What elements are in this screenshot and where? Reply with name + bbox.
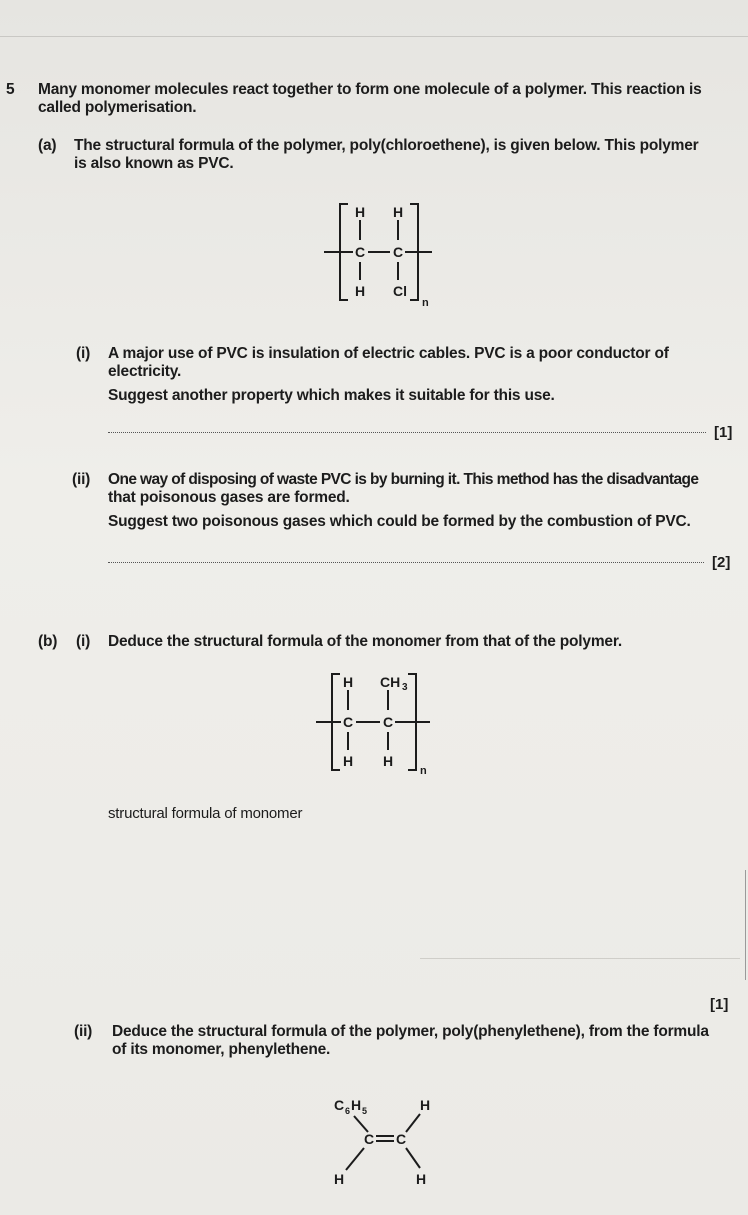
part-b-i-marks: [1] — [710, 996, 729, 1013]
part-a-ii-text-line-2: that poisonous gases are formed. — [108, 489, 350, 506]
part-b-ii-text-line-1: Deduce the structural formula of the polymer, poly(phenylethene), from the formula — [112, 1023, 709, 1040]
part-a-i-label: (i) — [76, 345, 91, 362]
part-a-ii-label: (ii) — [72, 471, 91, 488]
part-a-i-marks: [1] — [714, 424, 733, 441]
pvc-center-left-atom: C — [354, 244, 366, 260]
intro-line-2: called polymerisation. — [38, 99, 197, 116]
top-edge-line — [0, 36, 748, 37]
part-a-i-text-line-1: A major use of PVC is insulation of electric cables. PVC is a poor conductor of — [108, 345, 669, 362]
b-i-top-left-atom: H — [342, 674, 354, 690]
c6h5-sub-6: 6 — [345, 1106, 351, 1116]
b-i-center-left-atom: C — [342, 714, 354, 730]
polymer-b-i-structural-formula — [296, 662, 446, 782]
pvc-repeat-subscript: n — [422, 297, 429, 309]
part-a-ii-marks: [2] — [712, 554, 731, 571]
part-a-ii-text-line-3: Suggest two poisonous gases which could be formed by the combustion of PVC. — [108, 513, 691, 530]
b-i-center-right-atom: C — [382, 714, 394, 730]
c6h5-hydrogen: H — [351, 1097, 362, 1113]
question-number: 5 — [6, 81, 15, 98]
b-i-top-right-group: CH — [380, 674, 401, 690]
c6h5-carbon: C — [334, 1097, 345, 1113]
part-b-ii-label: (ii) — [74, 1023, 93, 1040]
b-i-top-right-subscript: 3 — [402, 682, 408, 693]
part-a-text-line-1: The structural formula of the polymer, poly(chloroethene), is given below. This polymer — [74, 137, 699, 154]
part-a-i-text-line-2: electricity. — [108, 363, 182, 380]
part-b-i-text: Deduce the structural formula of the monomer from that of the polymer. — [108, 633, 622, 650]
part-a-text-line-2: is also known as PVC. — [74, 155, 234, 172]
part-a-i-text-line-3: Suggest another property which makes it suitable for this use. — [108, 387, 555, 404]
part-a-ii-text-line-1: One way of disposing of waste PVC is by burning it. This method has the disadvantage — [108, 471, 699, 488]
b-i-bottom-left-atom: H — [342, 753, 354, 769]
part-a-i-answer-line[interactable] — [108, 432, 706, 433]
phenylethene-structural-formula — [320, 1090, 460, 1190]
phenylethene-center-left-atom: C — [364, 1131, 375, 1147]
pvc-top-left-atom: H — [354, 204, 366, 220]
part-a-label: (a) — [38, 137, 57, 154]
pvc-center-right-atom: C — [392, 244, 404, 260]
faint-rule — [420, 958, 740, 959]
part-b-ii-text-line-2: of its monomer, phenylethene. — [112, 1041, 331, 1058]
phenylethene-bottom-right-atom: H — [416, 1171, 427, 1187]
phenylethene-bottom-left-atom: H — [334, 1171, 345, 1187]
b-i-bottom-right-atom: H — [382, 753, 394, 769]
part-b-label: (b) — [38, 633, 58, 650]
phenylethene-top-right-atom: H — [420, 1097, 431, 1113]
b-i-repeat-subscript: n — [420, 765, 427, 777]
pvc-bottom-left-atom: H — [354, 283, 366, 299]
c6h5-sub-5: 5 — [362, 1106, 368, 1116]
part-b-i-label: (i) — [76, 633, 91, 650]
intro-line-1: Many monomer molecules react together to form one molecule of a polymer. This reaction is — [38, 81, 702, 98]
monomer-answer-area[interactable] — [108, 830, 698, 990]
part-a-ii-answer-line[interactable] — [108, 562, 704, 563]
pvc-structural-formula — [300, 192, 440, 312]
paper-right-edge — [745, 870, 746, 980]
monomer-answer-label: structural formula of monomer — [108, 805, 303, 822]
pvc-bottom-right-atom: Cl — [393, 283, 407, 299]
pvc-top-right-atom: H — [392, 204, 404, 220]
phenylethene-center-right-atom: C — [396, 1131, 407, 1147]
